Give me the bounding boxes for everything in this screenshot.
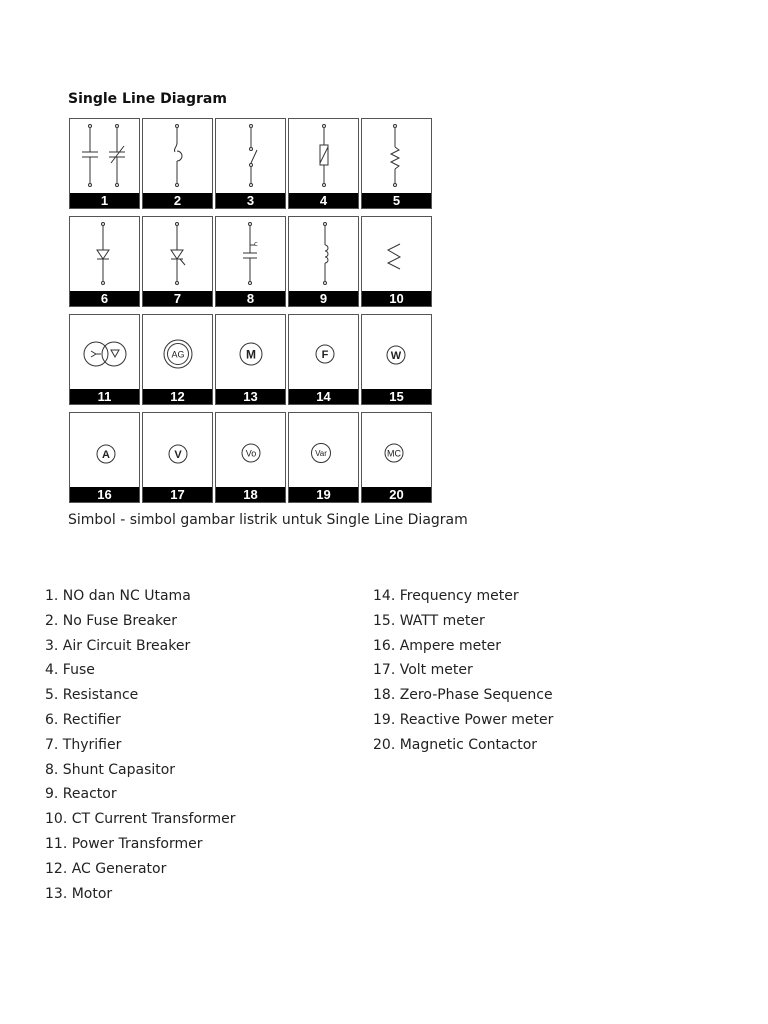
frequency-meter-icon — [289, 315, 358, 389]
symbol-number: 8 — [216, 291, 285, 306]
list-item: 14. Frequency meter — [373, 588, 519, 604]
symbol-cell-14 — [288, 314, 359, 405]
symbol-cell-3 — [215, 118, 286, 209]
symbol-number: 3 — [216, 193, 285, 208]
symbol-number: 11 — [70, 389, 139, 404]
symbol-cell-18 — [215, 412, 286, 503]
symbol-number: 12 — [143, 389, 212, 404]
list-item: 16. Ampere meter — [373, 637, 502, 654]
no-nc-contact-icon — [70, 119, 139, 193]
symbol-cell-1 — [69, 118, 140, 209]
page-title: Single Line Diagram — [68, 91, 227, 107]
list-item: 11. Power Transformer — [45, 835, 203, 852]
symbol-cell-13 — [215, 314, 286, 405]
power-transformer-icon — [70, 315, 139, 389]
symbol-number: 17 — [143, 487, 212, 502]
symbol-number: 16 — [70, 487, 139, 502]
shunt-capacitor-icon — [216, 217, 285, 291]
list-item: 6. Rectifier — [45, 711, 121, 728]
symbol-grid — [69, 118, 432, 503]
symbol-cell-11 — [69, 314, 140, 405]
symbol-cell-16 — [69, 412, 140, 503]
list-item: 8. Shunt Capasitor — [45, 761, 176, 778]
list-item: 7. Thyrifier — [45, 736, 122, 753]
symbol-number: 4 — [289, 193, 358, 208]
symbol-number: 2 — [143, 193, 212, 208]
svg-text:c: c — [254, 240, 258, 248]
list-item: 4. Fuse — [45, 662, 95, 679]
list-item: 2. No Fuse Breaker — [45, 612, 178, 629]
symbol-label: V — [174, 449, 182, 461]
symbol-number: 19 — [289, 487, 358, 502]
symbol-cell-15 — [361, 314, 432, 405]
symbol-number: 1 — [70, 193, 139, 208]
symbol-cell-2 — [142, 118, 213, 209]
list-item: 5. Resistance — [45, 687, 139, 704]
resistance-icon — [362, 119, 431, 193]
symbol-legend-right — [373, 586, 553, 760]
symbol-label: W — [390, 350, 402, 362]
ampere-meter-icon — [70, 413, 139, 487]
zero-phase-sequence-icon — [216, 413, 285, 487]
list-item: 15. WATT meter — [373, 612, 485, 629]
symbol-label: AG — [171, 349, 185, 360]
symbol-number: 14 — [289, 389, 358, 404]
symbol-number: 15 — [362, 389, 431, 404]
symbol-cell-10 — [361, 216, 432, 307]
watt-meter-icon — [362, 315, 431, 389]
list-item: 20. Magnetic Contactor — [373, 736, 538, 753]
symbol-label: M — [246, 347, 256, 362]
symbol-number: 18 — [216, 487, 285, 502]
list-item: 10. CT Current Transformer — [45, 811, 236, 828]
list-item: 9. Reactor — [45, 786, 117, 803]
list-item: 3. Air Circuit Breaker — [45, 637, 191, 654]
symbol-number: 13 — [216, 389, 285, 404]
list-item: 19. Reactive Power meter — [373, 711, 554, 728]
rectifier-icon — [70, 217, 139, 291]
symbol-cell-5 — [361, 118, 432, 209]
list-item: 1. NO dan NC Utama — [45, 588, 191, 604]
list-item: 18. Zero-Phase Sequence — [373, 687, 553, 704]
symbol-number: 10 — [362, 291, 431, 306]
symbol-label: MC — [387, 448, 401, 459]
air-circuit-breaker-icon — [216, 119, 285, 193]
thyrifier-icon — [143, 217, 212, 291]
symbol-number: 9 — [289, 291, 358, 306]
symbol-label: A — [102, 449, 110, 461]
symbol-legend-left — [45, 586, 236, 908]
symbol-number: 6 — [70, 291, 139, 306]
motor-icon — [216, 315, 285, 389]
list-item: 12. AC Generator — [45, 860, 167, 877]
symbol-cell-6 — [69, 216, 140, 307]
ct-current-transformer-icon — [362, 217, 431, 291]
symbol-cell-8 — [215, 216, 286, 307]
symbol-cell-17 — [142, 412, 213, 503]
figure-caption: Simbol - simbol gambar listrik untuk Single Line Diagram — [68, 512, 468, 528]
reactive-power-meter-icon — [289, 413, 358, 487]
reactor-icon — [289, 217, 358, 291]
fuse-icon — [289, 119, 358, 193]
symbol-cell-9 — [288, 216, 359, 307]
symbol-label: Var — [315, 449, 327, 458]
no-fuse-breaker-icon — [143, 119, 212, 193]
list-item: 17. Volt meter — [373, 662, 473, 679]
symbol-number: 20 — [362, 487, 431, 502]
symbol-cell-19 — [288, 412, 359, 503]
symbol-number: 5 — [362, 193, 431, 208]
volt-meter-icon — [143, 413, 212, 487]
symbol-label: Vo — [245, 448, 257, 459]
list-item: 13. Motor — [45, 885, 113, 902]
symbol-number: 7 — [143, 291, 212, 306]
symbol-label: F — [321, 349, 329, 361]
symbol-cell-12 — [142, 314, 213, 405]
ac-generator-icon — [143, 315, 212, 389]
symbol-cell-7 — [142, 216, 213, 307]
symbol-cell-4 — [288, 118, 359, 209]
symbol-cell-20 — [361, 412, 432, 503]
magnetic-contactor-icon — [362, 413, 431, 487]
